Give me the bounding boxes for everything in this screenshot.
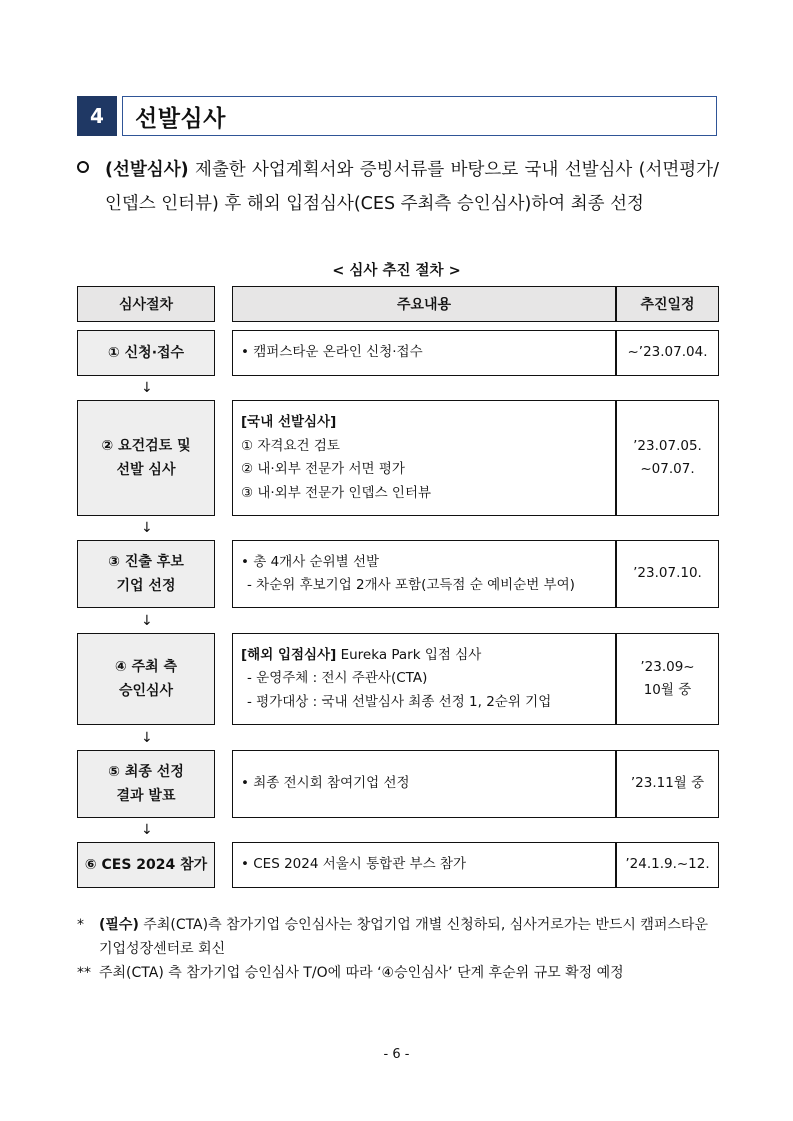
down-arrow-icon: ↓ xyxy=(141,520,153,536)
step-3: ③ 진출 후보 기업 선정 xyxy=(77,540,215,608)
intro-paragraph xyxy=(77,153,719,221)
footnotes xyxy=(77,913,719,985)
row-5-main xyxy=(241,751,611,817)
header-date: 추진일정 xyxy=(640,297,695,313)
row-2-line-1: [국내 선발심사] xyxy=(241,414,337,430)
down-arrow-icon: ↓ xyxy=(141,730,153,746)
row-4-line-2: - 운영주체 : 전시 주관사(CTA) xyxy=(247,670,428,687)
section-header xyxy=(77,96,717,136)
content-row-3 xyxy=(232,540,719,608)
row-4-line-3: - 평가대상 : 국내 선발심사 최종 선정 1, 2순위 기업 xyxy=(247,693,552,710)
down-arrow-icon: ↓ xyxy=(141,822,153,838)
step-2: ② 요건검토 및 선발 심사 xyxy=(77,400,215,516)
table-caption: < 심사 추진 절차 > xyxy=(332,263,461,279)
intro-body: 제출한 사업계획서와 증빙서류를 바탕으로 국내 선발심사 (서면평가/인뎁스 인터뷰) 후 해외 입점심사(CES 주최측 승인심사)하여 최종 선정 xyxy=(105,160,719,214)
intro-lead: (선발심사) xyxy=(105,160,189,180)
row-4-head-rest: Eureka Park 입점 심사 xyxy=(336,646,482,663)
intro-text xyxy=(105,153,719,221)
content-row-4 xyxy=(232,633,719,725)
footnote-2-text: 주최(CTA) 측 참가기업 승인심사 T/O에 따라 ‘④승인심사’ 단계 후순위 규모 확정 예정 xyxy=(99,965,624,981)
page-number: - 6 - xyxy=(383,1047,410,1062)
row-4-date: ’23.09~ 10월 중 xyxy=(640,658,695,698)
row-4-main xyxy=(241,634,611,724)
row-2-date: ’23.07.05. ~07.07. xyxy=(633,437,702,477)
footnote-1-bold: (필수) xyxy=(99,917,139,933)
down-arrow-icon: ↓ xyxy=(141,380,153,396)
section-title-box xyxy=(122,96,717,136)
row-6-date: ’24.1.9.~12. xyxy=(625,856,710,873)
row-2-main xyxy=(241,401,611,515)
section-number-badge: 4 xyxy=(77,96,117,136)
footnote-mark: ** xyxy=(77,965,91,981)
content-row-6 xyxy=(232,842,719,888)
header-content-date xyxy=(232,286,719,322)
header-content: 주요내용 xyxy=(396,297,452,313)
row-1-main xyxy=(241,331,611,375)
content-row-2 xyxy=(232,400,719,516)
row-1-date: ~’23.07.04. xyxy=(627,344,708,361)
section-title: 선발심사 xyxy=(135,105,226,132)
step-4: ④ 주최 측 승인심사 xyxy=(77,633,215,725)
row-2-line-3: ② 내·외부 전문가 서면 평가 xyxy=(241,461,405,477)
row-5-line-1: • 최종 전시회 참여기업 선정 xyxy=(241,775,410,792)
row-2-line-4: ③ 내·외부 전문가 인뎁스 인터뷰 xyxy=(241,484,432,501)
circle-bullet-icon xyxy=(77,161,89,173)
content-row-5 xyxy=(232,750,719,818)
content-row-1 xyxy=(232,330,719,376)
row-3-date: ’23.07.10. xyxy=(633,565,702,582)
row-4-line-1 xyxy=(241,644,611,668)
row-3-line-2: - 차순위 후보기업 2개사 포함(고득점 순 예비순번 부여) xyxy=(247,577,575,593)
footnote-1-text: 주최(CTA)측 참가기업 승인심사는 창업기업 개별 신청하되, 심사거로가는 반드시 캠퍼스타운 기업성장센터로 회신 xyxy=(99,917,708,957)
step-5: ⑤ 최종 선정 결과 발표 xyxy=(77,750,215,818)
row-6-line-1: • CES 2024 서울시 통합관 부스 참가 xyxy=(241,856,467,873)
footnote-1 xyxy=(77,913,719,961)
footnote-2 xyxy=(77,961,719,985)
row-2-line-2: ① 자격요건 검토 xyxy=(241,437,340,454)
row-1-line-1: • 캠퍼스타운 온라인 신청·접수 xyxy=(241,344,423,361)
row-5-date: ’23.11월 중 xyxy=(630,775,705,792)
header-step: 심사절차 xyxy=(77,286,215,322)
row-6-main xyxy=(241,843,611,887)
down-arrow-icon: ↓ xyxy=(141,613,153,629)
footnote-mark: * xyxy=(77,917,84,933)
step-1: ① 신청·접수 xyxy=(77,330,215,376)
row-3-main xyxy=(241,541,611,607)
row-3-line-1: • 총 4개사 순위별 선발 xyxy=(241,553,380,570)
row-4-head-bold: [해외 입점심사] xyxy=(241,646,337,663)
step-6: ⑥ CES 2024 참가 xyxy=(77,842,215,888)
